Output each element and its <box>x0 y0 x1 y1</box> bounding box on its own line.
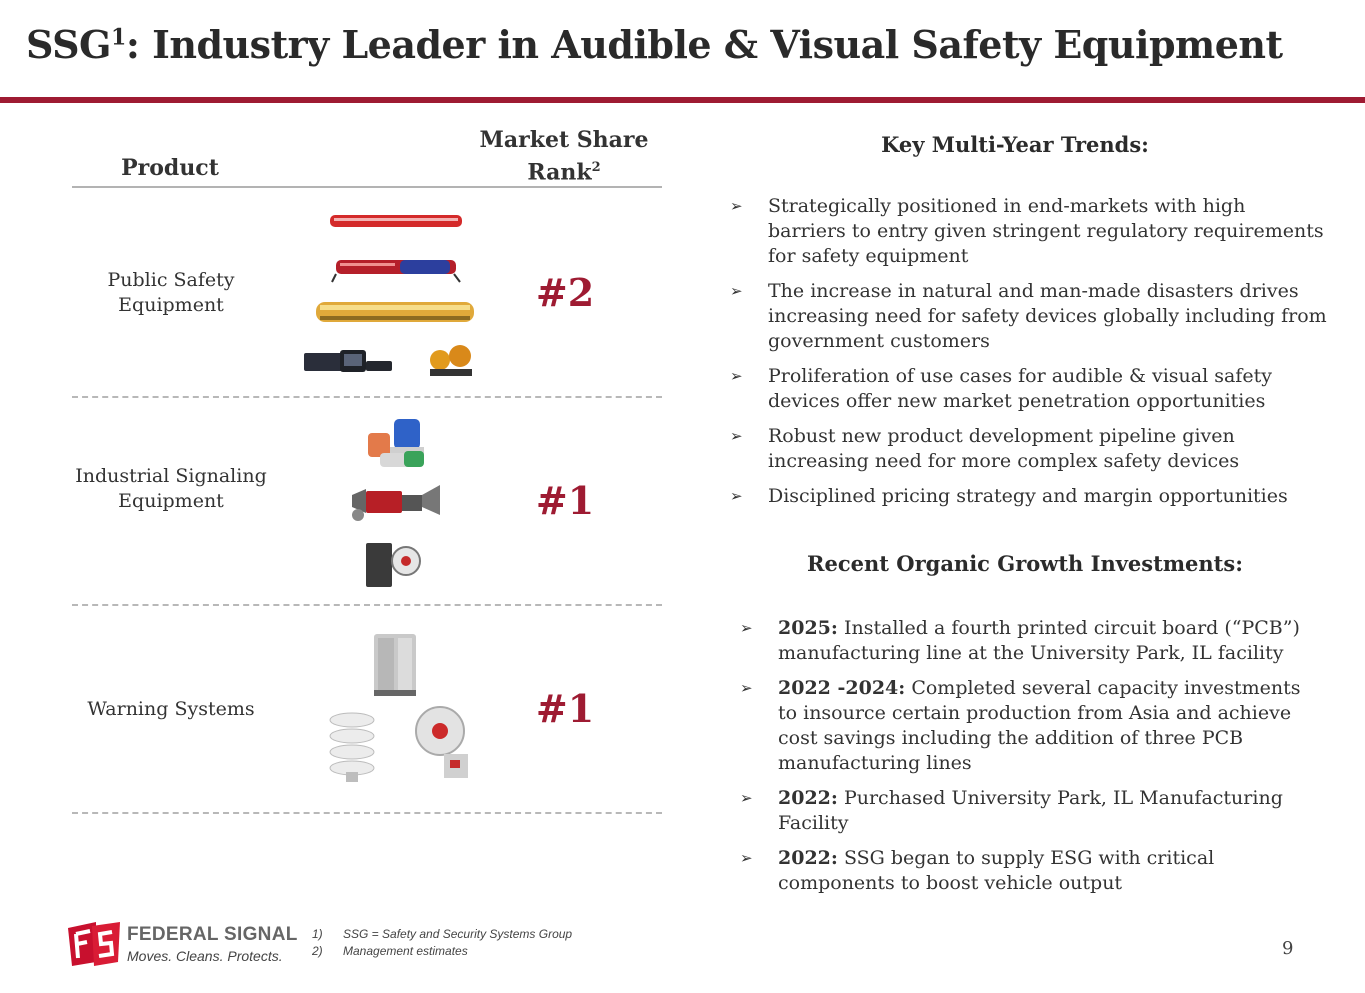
title-rule <box>0 97 1365 103</box>
list-item: ➢ Strategically positioned in end-markets with high barriers to entry given stringent regulatory requirements for safety equipment <box>730 195 1324 267</box>
list-item: ➢ 2022 -2024: Completed several capacity investments to insource certain production from Asia and achieve cost savings including the addition of three PCB manufacturing lines <box>740 677 1301 774</box>
row-divider <box>72 604 662 606</box>
product-name: Industrial Signaling Equipment <box>75 465 267 512</box>
list-item: ➢ The increase in natural and man-made disasters drives increasing need for safety devices globally including from government customers <box>730 280 1327 352</box>
trends-list <box>728 194 1328 519</box>
list-item: ➢ 2025: Installed a fourth printed circuit board (“PCB”) manufacturing line at the University Park, IL facility <box>740 617 1300 664</box>
company-tagline: Moves. Cleans. Protects. <box>127 948 283 964</box>
list-item: ➢ Robust new product development pipeline given increasing need for more complex safety devices <box>730 425 1240 472</box>
list-item: ➢ 2022: Purchased University Park, IL Manufacturing Facility <box>740 787 1283 834</box>
rank-column-header: Market Share Rank$^2$ <box>479 127 649 186</box>
investments-list <box>738 616 1303 906</box>
arrow-bullet-icon: ➢ <box>730 367 743 385</box>
arrow-bullet-icon: ➢ <box>740 619 753 637</box>
page-title: SSG$^1$: Industry Leader in Audible & Visual Safety Equipment <box>26 22 1283 67</box>
footnote: 2) Management estimates <box>312 944 468 958</box>
trends-heading: Key Multi-Year Trends: <box>881 132 1149 157</box>
arrow-bullet-icon: ➢ <box>730 197 743 215</box>
page-number: 9 <box>1282 938 1294 959</box>
investments-heading: Recent Organic Growth Investments: <box>807 551 1243 576</box>
market-share-rank: #2 <box>535 270 595 315</box>
warning-systems-products-image <box>320 628 480 788</box>
header-rule <box>72 186 662 188</box>
company-name: FEDERAL SIGNAL <box>127 924 298 945</box>
market-share-rank: #1 <box>535 686 595 731</box>
row-divider <box>72 396 662 398</box>
list-item: ➢ 2022: SSG began to supply ESG with critical components to boost vehicle output <box>740 847 1215 894</box>
footnote: 1) SSG = Safety and Security Systems Group <box>312 927 573 941</box>
public-safety-products-image <box>300 210 490 385</box>
list-item: ➢ Proliferation of use cases for audible & visual safety devices offer new market penetration opportunities <box>730 365 1272 412</box>
market-share-rank: #1 <box>535 478 595 523</box>
list-item: ➢ Disciplined pricing strategy and margin opportunities <box>730 485 1288 507</box>
arrow-bullet-icon: ➢ <box>730 487 743 505</box>
arrow-bullet-icon: ➢ <box>730 282 743 300</box>
federal-signal-logo-icon <box>68 922 120 966</box>
arrow-bullet-icon: ➢ <box>740 849 753 867</box>
product-name: Public Safety Equipment <box>107 269 235 316</box>
arrow-bullet-icon: ➢ <box>730 427 743 445</box>
arrow-bullet-icon: ➢ <box>740 679 753 697</box>
footnotes <box>312 926 572 960</box>
arrow-bullet-icon: ➢ <box>740 789 753 807</box>
row-divider <box>72 812 662 814</box>
product-column-header: Product <box>121 155 219 181</box>
industrial-signaling-products-image <box>340 415 450 595</box>
product-name: Warning Systems <box>87 698 255 720</box>
